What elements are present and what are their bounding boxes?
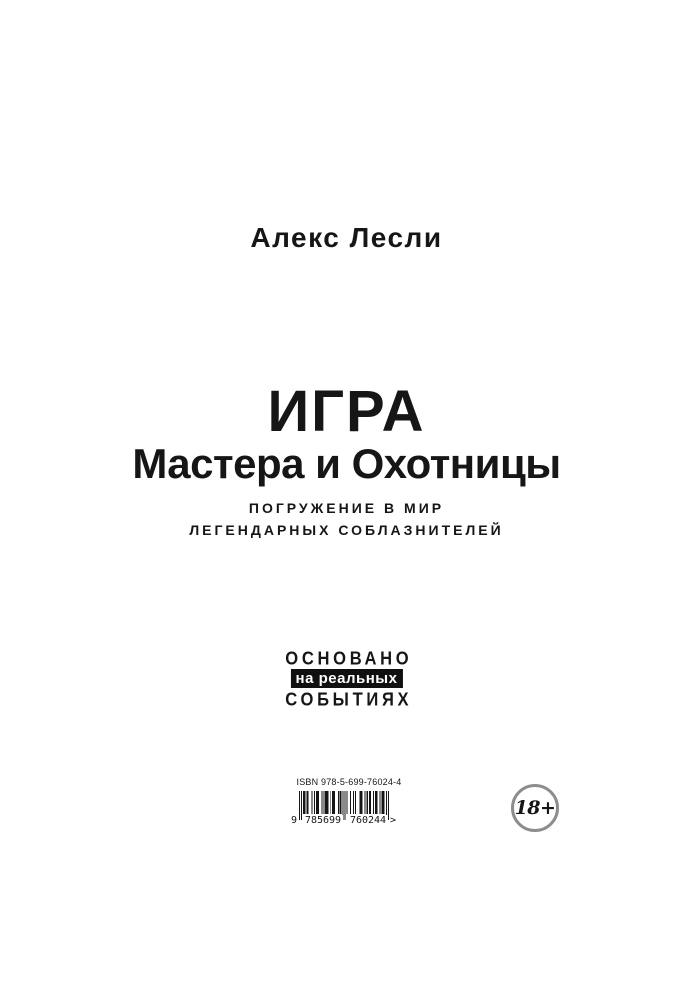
badge-line-bottom: СОБЫТИЯХ bbox=[284, 688, 412, 710]
barcode-digit-group-2: 760244 bbox=[349, 815, 387, 826]
barcode-digits bbox=[289, 815, 409, 827]
badge-line-middle: на реальных bbox=[291, 669, 403, 688]
badge-line-top: ОСНОВАНО bbox=[284, 647, 412, 669]
barcode-digit-group-1: 785699 bbox=[304, 815, 342, 826]
book-subtitle: Мастера и Охотницы bbox=[132, 440, 561, 487]
isbn-number-label: ISBN 978-5-699-76024-4 bbox=[296, 777, 402, 787]
author-name: Алекс Лесли bbox=[250, 222, 443, 253]
tagline-line-1: ПОГРУЖЕНИЕ В МИР bbox=[248, 500, 445, 516]
tagline-line-2: ЛЕГЕНДАРНЫХ СОБЛАЗНИТЕЛЕЙ bbox=[189, 522, 504, 538]
isbn-barcode bbox=[289, 777, 409, 832]
age-rating-badge bbox=[511, 784, 559, 832]
age-rating-text: 18+ bbox=[514, 797, 556, 819]
tagline bbox=[0, 497, 693, 541]
based-on-true-events-badge bbox=[275, 648, 417, 709]
barcode-lead-digit: 9 bbox=[291, 815, 298, 826]
book-title: ИГРА bbox=[267, 379, 426, 444]
barcode-trailer-mark: > bbox=[390, 815, 397, 826]
